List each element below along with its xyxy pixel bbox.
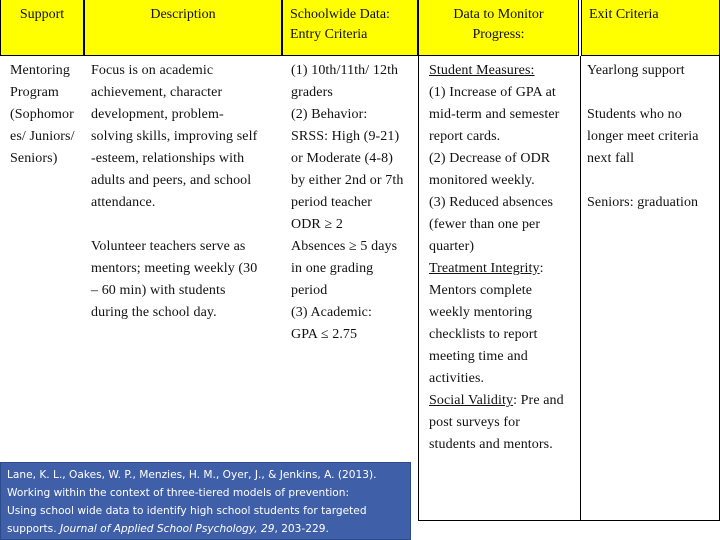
header-description-label: Description [150, 7, 216, 22]
exit-line: Seniors: graduation [587, 195, 699, 210]
entry-line: period [291, 283, 328, 298]
cell-data-to-monitor [429, 60, 564, 456]
description-line: Focus is on academic [91, 63, 214, 78]
social-validity-heading [429, 390, 564, 412]
monitor-line: (3) Reduced absences [429, 195, 554, 210]
social-validity-label: Social Validity [429, 393, 514, 408]
entry-line: GPA ≤ 2.75 [291, 327, 358, 342]
monitor-line: quarter) [429, 239, 475, 254]
citation-line: Using school wide data to identify high school students for targeted [7, 505, 367, 517]
table-bottom-border [418, 520, 720, 521]
header-support [0, 0, 84, 56]
monitor-line: checklists to report [429, 327, 538, 342]
exit-line: Yearlong support [587, 63, 685, 78]
header-data-to-monitor [418, 0, 579, 56]
monitor-line: Mentors complete [429, 283, 533, 298]
description-line: Volunteer teachers serve as [91, 239, 246, 254]
description-line: attendance. [91, 195, 156, 210]
support-line: Program [10, 85, 59, 100]
header-description [84, 0, 282, 56]
treatment-integrity-heading [429, 258, 564, 280]
description-line: – 60 min) with students [91, 283, 226, 298]
citation-journal: Journal of Applied School Psychology, 29 [59, 523, 275, 535]
monitor-line: (1) Increase of GPA at [429, 85, 556, 100]
header-support-label: Support [19, 7, 65, 22]
student-measures-heading [429, 60, 564, 82]
monitor-line: students and mentors. [429, 437, 553, 452]
entry-line: ODR ≥ 2 [291, 217, 343, 232]
treatment-integrity-label: Treatment Integrity [429, 261, 540, 276]
entry-line: in one grading [291, 261, 374, 276]
cell-entry-criteria [291, 60, 403, 346]
monitor-line: monitored weekly. [429, 173, 535, 188]
description-line: achievement, character [91, 85, 223, 100]
cell-exit-criteria [587, 60, 699, 214]
column-divider [580, 56, 581, 520]
description-line: during the school day. [91, 305, 217, 320]
support-line: Mentoring [10, 63, 71, 78]
header-entry-criteria [282, 0, 418, 56]
student-measures-label: Student Measures: [429, 63, 535, 78]
citation-box [0, 462, 411, 540]
citation-text: supports. [7, 523, 60, 535]
monitor-line: meeting time and [429, 349, 528, 364]
entry-line: period teacher [291, 195, 373, 210]
entry-line: (1) 10th/11th/ 12th [291, 63, 399, 78]
header-monitor-line: Data to Monitor [453, 7, 544, 22]
entry-line: (2) Behavior: [291, 107, 368, 122]
monitor-line: weekly mentoring [429, 305, 533, 320]
monitor-line: mid-term and semester [429, 107, 560, 122]
exit-line: Students who no [587, 107, 682, 122]
column-divider [418, 56, 419, 520]
exit-line: next fall [587, 151, 635, 166]
monitor-line: activities. [429, 371, 485, 386]
header-monitor-line: Progress: [472, 27, 525, 42]
header-exit-criteria [581, 0, 720, 56]
exit-line: longer meet criteria [587, 129, 699, 144]
support-line: es/ Juniors/ [10, 129, 75, 144]
entry-line: graders [291, 85, 333, 100]
social-validity-first: : Pre and [513, 393, 564, 408]
monitor-line: (2) Decrease of ODR [429, 151, 551, 166]
monitor-line: post surveys for [429, 415, 521, 430]
monitor-line: (fewer than one per [429, 217, 541, 232]
entry-line: SRSS: High (9-21) [291, 129, 400, 144]
citation-line: Lane, K. L., Oakes, W. P., Menzies, H. M., Oyer, J., & Jenkins, A. (2013). [7, 469, 377, 481]
entry-line: Absences ≥ 5 days [291, 239, 398, 254]
description-line: development, problem- [91, 107, 224, 122]
header-entry-line: Schoolwide Data: [290, 7, 390, 22]
monitor-line: report cards. [429, 129, 501, 144]
citation-line [7, 520, 404, 538]
header-entry-line: Entry Criteria [290, 27, 368, 42]
cell-description [91, 60, 257, 324]
header-exit-label: Exit Criteria [589, 7, 659, 22]
entry-line: (3) Academic: [291, 305, 372, 320]
citation-line: Working within the context of three-tiered models of prevention: [7, 487, 350, 499]
description-line: -esteem, relationships with [91, 151, 245, 166]
entry-line: or Moderate (4-8) [291, 151, 393, 166]
treatment-integrity-colon: : [539, 261, 544, 276]
cell-support [10, 60, 75, 170]
entry-line: by either 2nd or 7th [291, 173, 404, 188]
description-line: solving skills, improving self [91, 129, 258, 144]
description-line: mentors; meeting weekly (30 [91, 261, 258, 276]
support-line: (Sophomor [10, 107, 74, 122]
description-line: adults and peers, and school [91, 173, 252, 188]
citation-text: , 203-229. [274, 523, 329, 535]
support-line: Seniors) [10, 151, 58, 166]
